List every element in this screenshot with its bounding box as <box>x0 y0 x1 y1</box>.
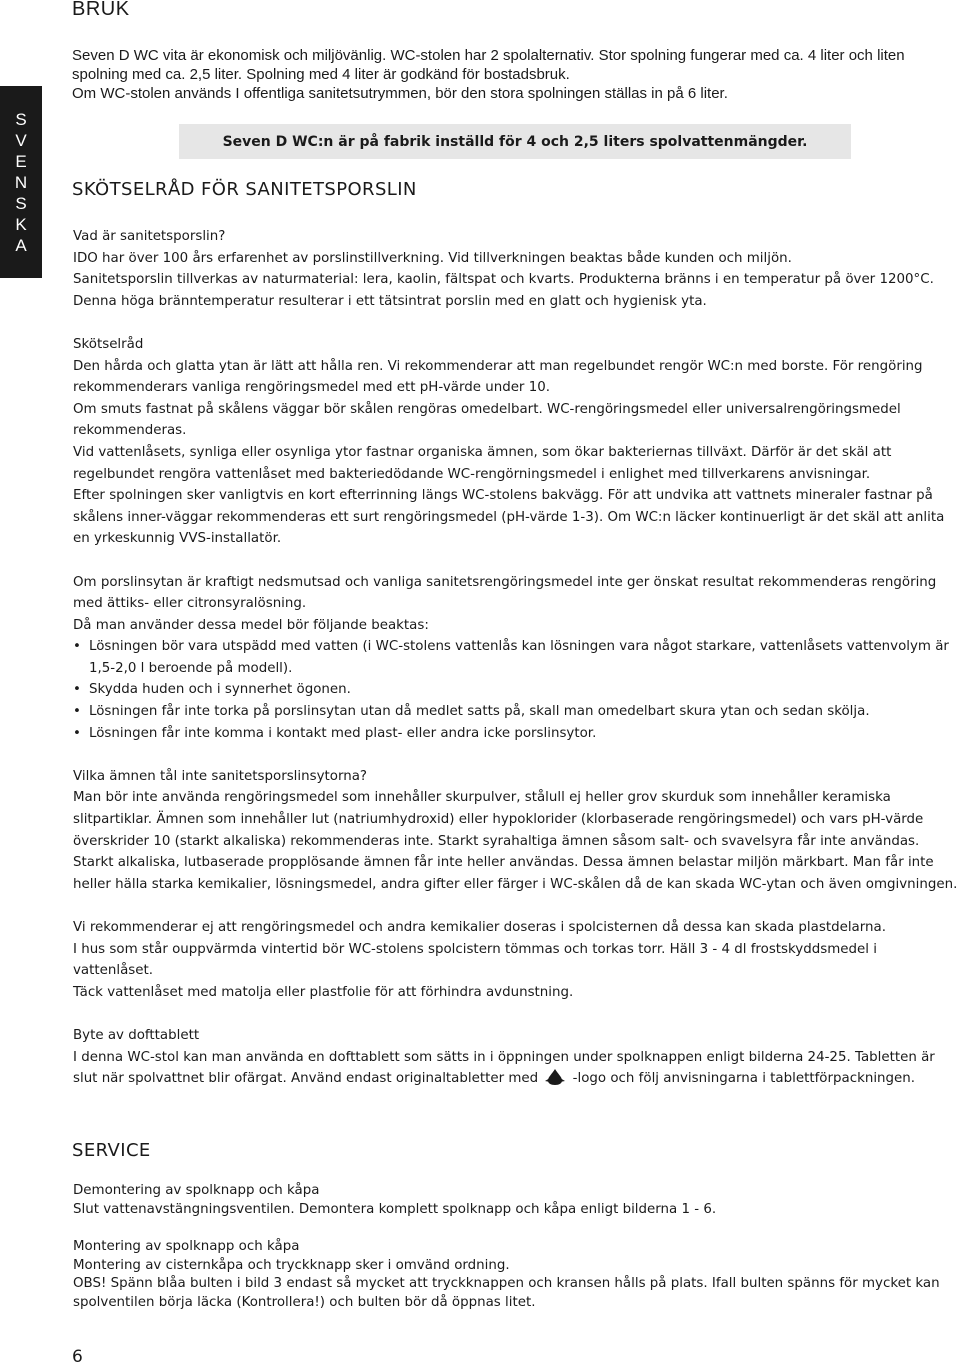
recommend-line: I hus som står ouppvärmda vintertid bör WC-stolens spolcistern tömmas och torkas torr. Häll 3 - 4 dl frostskyddsmedel i vattenlåset. <box>73 941 877 979</box>
service-section-title: SERVICE <box>72 1140 151 1161</box>
list-item <box>73 636 958 679</box>
language-tab-letter: E <box>15 151 27 171</box>
bullet-icon: • <box>73 682 81 698</box>
list-item <box>73 701 958 723</box>
tolerate-heading: Vilka ämnen tål inte sanitetsporslinsytorna? <box>73 768 368 784</box>
recommend-line: Vi rekommenderar ej att rengöringsmedel och andra kemikalier doseras i spolcisternen då dessa kan skada plastdelarna. <box>73 920 886 935</box>
care-content <box>73 226 958 1090</box>
list-item-text: Lösningen får inte komma i kontakt med plast- eller andra icke porslinsytor. <box>89 725 597 741</box>
tablet-text-before: I denna WC-stol kan man använda en dofttablett som sätts in i öppningen under spolknappen enligt bilderna 24-25. Tabletten är slut när spolvattnet blir ofärgat. Använd endast originaltabletter med <box>73 1049 935 1087</box>
mount-line: OBS! Spänn blåa bulten i bild 3 endast så mycket att tryckknappen och kransen hålls på plats. Ifall bulten spänns för mycket kan spolventilen börja läcka (Kontrollera!) och bulten bör då öppnas litet. <box>73 1276 940 1310</box>
care-line: Om smuts fastnat på skålens väggar bör skålen rengöras omedelbart. WC-rengöringsmedel eller universalrengöringsmedel rekommenderas. <box>73 401 901 439</box>
care-line: Den hårda och glatta ytan är lätt att hålla ren. Vi rekommenderar att man regelbundet rengör WC:n med borste. För rengöring rekommenderars vanliga rengöringsmedel med ett pH-värde under 10. <box>73 358 923 396</box>
language-tab-letter: N <box>14 172 28 192</box>
remove-heading: Demontering av spolknapp och kåpa <box>73 1183 320 1198</box>
list-item-text: Skydda huden och i synnerhet ögonen. <box>89 682 351 698</box>
heavy-soiling-line: Då man använder dessa medel bör följande beaktas: <box>73 617 429 633</box>
service-content <box>73 1182 958 1312</box>
list-item <box>73 679 958 701</box>
language-tab-letter: K <box>15 214 27 234</box>
tablet-heading: Byte av dofttablett <box>73 1027 200 1043</box>
precautions-list <box>73 636 958 744</box>
intro-paragraph: Om WC-stolen används I offentliga sanitetsutrymmen, bör den stora spolningen ställas in på 6 liter. <box>72 85 728 102</box>
tablet-text <box>73 1047 958 1090</box>
recommend-line: Täck vattenlåset med matolja eller plastfolie för att förhindra avdunstning. <box>73 984 574 1000</box>
language-tab-letter: A <box>15 235 27 255</box>
what-line: Denna höga bränntemperatur resulterar i ett tätsintrat porslin med en glatt och hygienisk yta. <box>73 293 707 309</box>
bullet-icon: • <box>73 639 81 655</box>
care-section-title: SKÖTSELRÅD FÖR SANITETSPORSLIN <box>72 179 417 200</box>
page-title: BRUK <box>72 0 130 20</box>
remove-text: Slut vattenavstängningsventilen. Demontera komplett spolknapp och kåpa enligt bilderna 1 - 6. <box>73 1201 717 1217</box>
what-line: Sanitetsporslin tillverkas av naturmaterial: lera, kaolin, fältspat och kvarts. Produkterna bränns i en temperatur på över 1200°C. <box>73 272 934 288</box>
list-item <box>73 723 958 745</box>
ido-drop-logo-icon <box>544 1068 566 1086</box>
care-line: Efter spolningen sker vanligtvis en kort efterrinning längs WC-stolens bakvägg. För att undvika att vattnets mineraler fastnar på skålens inner-väggar rekommenderas ett surt rengöringsmedel (pH-värde 1-3). Om WC:n läcker kontinuerligt är det skäl att anlita en yrkeskunnig VVS-installatör. <box>73 488 945 547</box>
language-tab-letter: V <box>15 130 27 150</box>
tolerate-text: Man bör inte använda rengöringsmedel som innehåller skurpulver, stålull ej heller grov skurduk som innehåller keramiska slitpartiklar. Ämnen som innehåller lut (natriumhydroxid) eller hypoklorider (klorbaserade rengöringsmedel) och vars pH-värde överskrider 10 (starkt alkaliska) rekommenderas inte. Starkt syrahaltiga ämnen såsom salt- och svavelsyra får inte användas. Starkt alkaliska, lutbaserade propplösande ämnen får inte heller användas. Dessa ämnen belastar miljön märkbart. Man får inte heller hälla starka kemikalier, lösningsmedel, andra gifter eller färger i WC-skålen då de kan skada WC-ytan och även omgivningen. <box>73 790 958 892</box>
heavy-soiling-line: Om porslinsytan är kraftigt nedsmutsad och vanliga sanitetsrengöringsmedel inte ger önskat resultat rekommenderas rengöring med ättiks- eller citronsyralösning. <box>73 574 937 612</box>
language-tab-letter: S <box>15 109 27 129</box>
mount-line: Montering av cisternkåpa och tryckknapp sker i omvänd ordning. <box>73 1257 510 1273</box>
list-item-text: Lösningen bör vara utspädd med vatten (i WC-stolens vattenlås kan lösningen vara något starkare, vattenlåsets vattenvolym är 1,5-2,0 l beroende på modell). <box>89 639 949 676</box>
intro-paragraph: Seven D WC vita är ekonomisk och miljövänlig. WC-stolen har 2 spolalternativ. Stor spolning fungerar med ca. 4 liter och liten spolning med ca. 2,5 liter. Spolning med 4 liter är godkänd för bostadsbruk. <box>72 47 905 83</box>
what-line: IDO har över 100 års erfarenhet av porslinstillverkning. Vid tillverkningen beaktas både kunden och miljön. <box>73 250 792 266</box>
mount-heading: Montering av spolknapp och kåpa <box>73 1239 300 1254</box>
page-number: 6 <box>72 1347 83 1367</box>
bullet-icon: • <box>73 725 81 741</box>
care-heading: Skötselråd <box>73 336 144 352</box>
language-tab <box>0 86 42 278</box>
tablet-text-after: -logo och följ anvisningarna i tablettförpackningen. <box>572 1071 916 1087</box>
list-item-text: Lösningen får inte torka på porslinsytan utan då medlet satts på, skall man omedelbart skura ytan och sedan skölja. <box>89 704 870 720</box>
language-tab-letter: S <box>15 193 27 213</box>
intro-text <box>72 46 942 103</box>
bullet-icon: • <box>73 704 81 720</box>
what-heading: Vad är sanitetsporslin? <box>73 229 226 244</box>
care-line: Vid vattenlåsets, synliga eller osynliga ytor fastnar organiska ämnen, som ökar bakteriernas tillväxt. Därför är det skäl att regelbundet rengöra vattenlåset med bakteriedödande WC-rengörningsmedel i enlighet med tillverkarens anvisningar. <box>73 444 892 482</box>
factory-setting-note: Seven D WC:n är på fabrik inställd för 4 och 2,5 liters spolvattenmängder. <box>179 124 851 159</box>
